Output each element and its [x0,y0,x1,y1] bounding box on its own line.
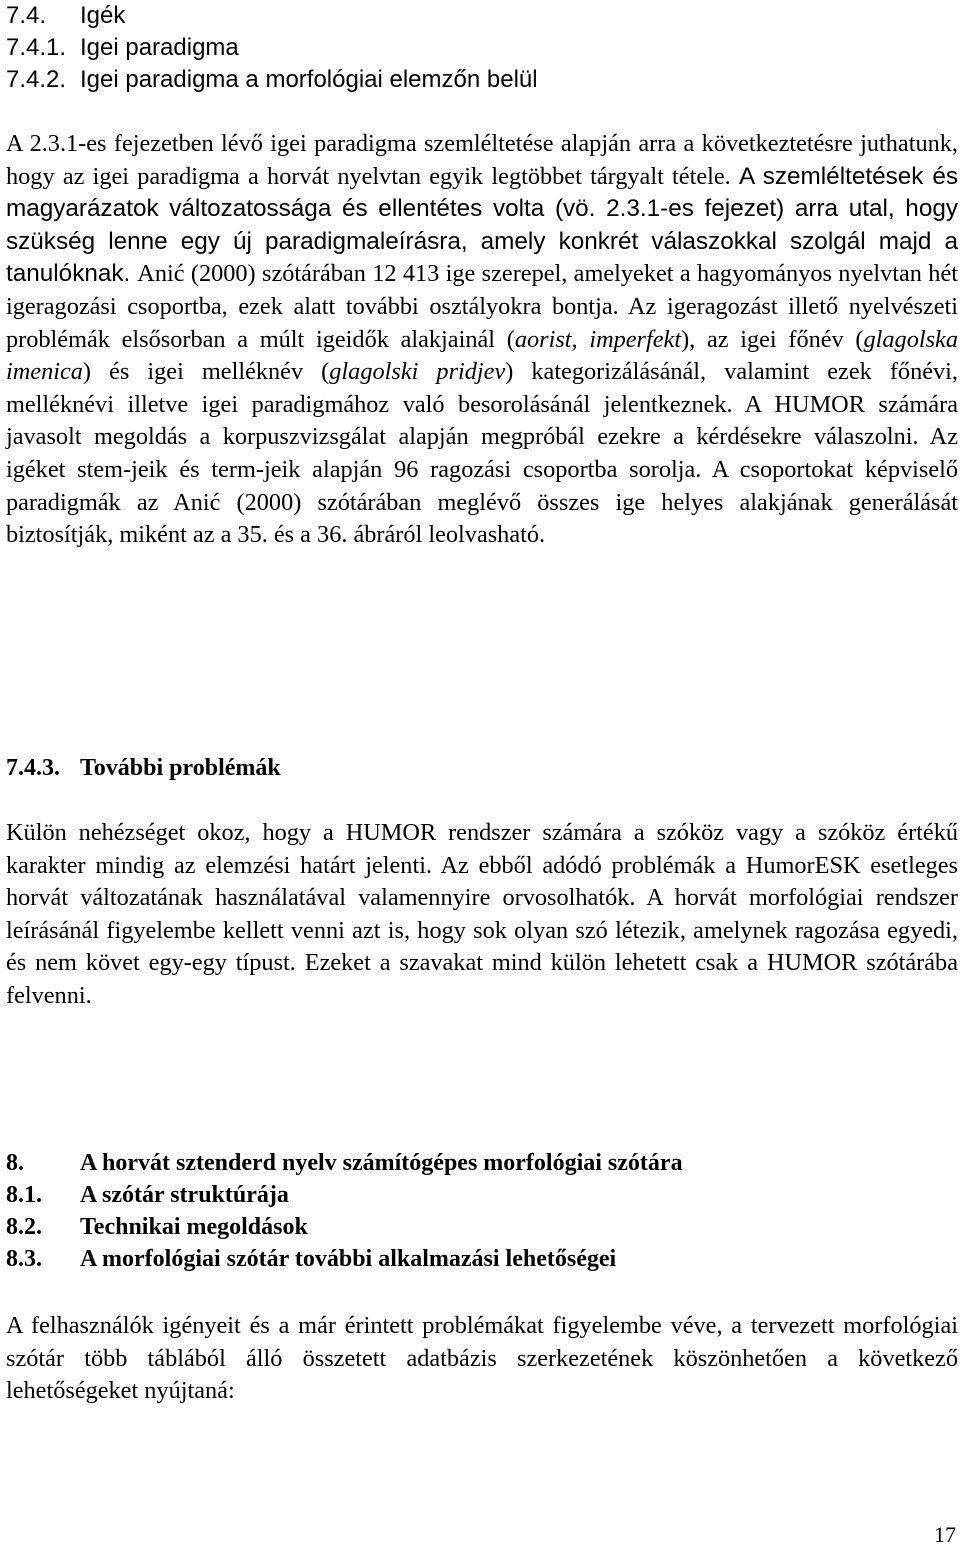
paragraph-igei-paradigma [6,128,958,552]
paragraph-text: ) és igei melléknév ( [82,358,330,386]
heading-8 [6,1147,683,1179]
heading-8-2 [6,1211,308,1243]
paragraph-text: A 2.3.1-es fejezetben lévő igei paradigma szemléltetése alapján arra a következtetésre juthatunk, hogy az igei paradigma a horvát nyelvtan egyik legtöbbet tárgyalt tétele. [6,130,958,190]
paragraph-tovabbi-problemak: Külön nehézséget okoz, hogy a HUMOR rendszer számára a szóköz vagy a szóköz értékű karakter mindig az elemzési határt jelenti. Az ebből adódó problémák a HumorESK esetleges horvát változatának használatával valamennyire orvosolhatók. A horvát morfológiai rendszer leírásánál figyelembe kellett venni azt is, hogy sok olyan szó létezik, amelynek ragozása egyedi, és nem követ egy-egy típust. Ezeket a szavakat mind külön lehetett csak a HUMOR szótárába felvenni. [6,819,958,1009]
heading-number: 8. [6,1150,24,1176]
heading-title: Technikai megoldások [80,1214,308,1240]
heading-title: A horvát sztenderd nyelv számítógépes morfológiai szótára [80,1150,683,1176]
heading-7-4 [6,0,125,32]
paragraph-text: ), az igei főnév ( [681,325,864,353]
heading-number: 7.4. [6,2,47,29]
paragraph-text: A szemléltetések és magyarázatok változatossága és ellentétes volta (vö. 2.3.1-es fejezet) arra utal, hogy szükség lenne egy új paradigmaleírásra, amely konkrét válaszokkal szolgál majd a tanulóknak. [6,162,958,288]
heading-8-1 [6,1179,289,1211]
heading-number: 7.4.2. [6,66,67,93]
heading-number: 7.4.3. [6,755,60,781]
heading-title: Igei paradigma [80,34,239,61]
heading-7-4-1 [6,32,239,64]
paragraph-text: Anić (2000) szótárában 12 413 ige szerepel, amelyeket a hagyományos nyelvtan hét igeragozási csoportba, ezek alatt további osztályokra bontja. [6,260,958,320]
paragraph-felhasznalok: A felhasználók igényeit és a már érintett problémákat figyelembe véve, a tervezett morfológiai szótár több táblából álló összetett adatbázis szerkezetének köszönhetően a következő lehetőségeket nyújtaná: [6,1312,958,1405]
paragraph-text: Az igeragozást illető nyelvészeti problémák elsősorban a múlt igeidők alakjainál ( [6,292,958,353]
heading-title: A morfológiai szótár további alkalmazási lehetőségei [80,1246,617,1272]
heading-title: Igei paradigma a morfológiai elemzőn belül [80,66,538,93]
italic-term: aorist, imperfekt [514,325,682,353]
heading-number: 8.2. [6,1214,42,1240]
page-number: 17 [934,1522,956,1547]
heading-7-4-2 [6,64,538,96]
heading-8-3 [6,1243,616,1275]
heading-7-4-3 [6,752,281,784]
paragraph-text: ) kategorizálásánál, valamint ezek főnévi, melléknévi illetve igei paradigmához való besorolásánál jelentkeznek. A HUMOR számára javasolt megoldás a korpuszvizsgálat alapján megpróbál ezekre a kérdésekre válaszolni. Az igéket stem-jeik és term-jeik alapján 96 ragozási csoportba sorolja. A csoportokat képviselő paradigmák az Anić (2000) szótárában meglévő összes ige helyes alakjának generálását biztosítják, miként az a 35. és a 36. ábráról leolvasható. [6,358,958,549]
heading-title: További problémák [80,755,281,781]
heading-number: 8.1. [6,1182,42,1208]
italic-term: glagolski pridjev [329,358,506,386]
heading-title: Igék [80,2,126,29]
heading-number: 7.4.1. [6,34,67,61]
heading-title: A szótár struktúrája [80,1182,289,1208]
heading-number: 8.3. [6,1246,42,1272]
italic-term: glagolska imenica [6,325,958,386]
